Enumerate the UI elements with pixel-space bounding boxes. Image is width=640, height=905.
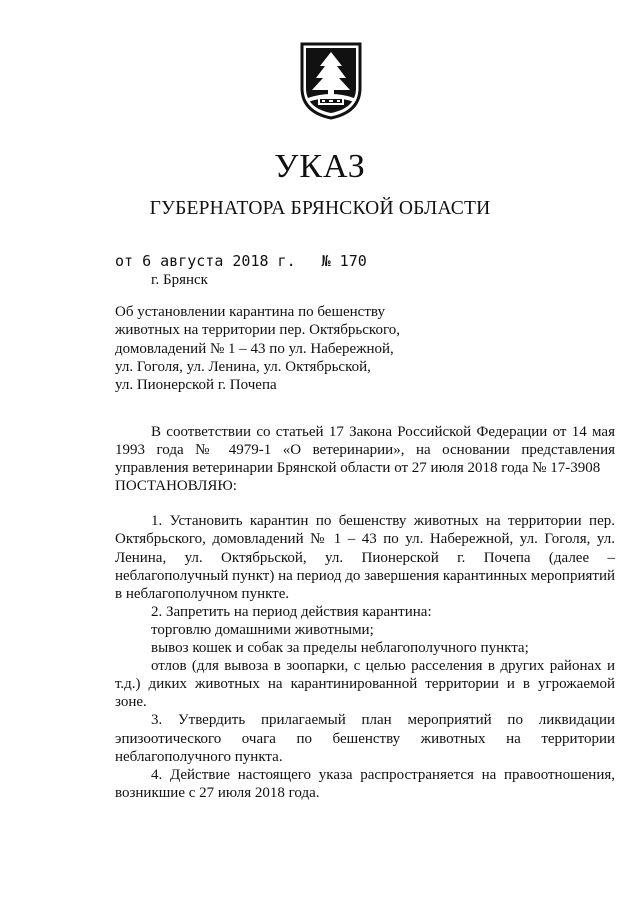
subject-line: Об установлении карантина по бешенству [115,304,385,320]
item-2-a-paragraph: торговлю домашними животными; [151,621,374,638]
item-4-paragraph: 4. Действие настоящего указа распространяется на правоотношения, возникшие с 27 июля 2018 года. [115,766,615,801]
item-2-c-paragraph: отлов (для вывоза в зоопарки, с целью расселения в других районах и т.д.) диких животных на карантинированной территории и в угрожаемой зоне. [115,658,615,711]
document-date: от 6 августа 2018 г. [115,252,296,270]
document-city: г. Брянск [151,272,208,288]
item-2-b-paragraph: вывоз кошек и собак за пределы неблагополучного пункта; [151,640,529,657]
subject-line: животных на территории пер. Октябрьского, [115,322,400,339]
subject-line: домовладений № 1 – 43 по ул. Набережной, [115,340,394,357]
decree-word: ПОСТАНОВЛЯЮ: [115,478,237,495]
subject-line: ул. Пионерской г. Почепа [115,377,277,394]
item-2-paragraph: 2. Запретить на период действия карантина: [151,603,432,620]
preamble-paragraph: В соответствии со статьей 17 Закона Российской Федерации от 14 мая 1993 года № 4979-1 «О ветеринарии», на основании представления управления ветеринарии Брянской области от 27 июля 2018 года № 17-3908 [115,424,615,477]
coat-of-arms-icon [300,42,362,120]
document-subject [115,303,407,394]
item-3-paragraph: 3. Утвердить прилагаемый план мероприятий по ликвидации эпизоотического очага по бешенству животных на территории неблагополучного пункта. [115,712,615,765]
item-1-paragraph: 1. Установить карантин по бешенству животных на территории пер. Октябрьского, домовладений № 1 – 43 по ул. Набережной, ул. Гоголя, ул. Ленина, ул. Октябрьской, ул. Пионерской г. Почепа (далее – неблагополучный пункт) на период до завершения карантинных мероприятий в неблагополучном пункте. [115,513,615,602]
date-number-line [115,252,367,271]
document-title: УКАЗ [274,148,366,185]
document-number: № 170 [321,252,367,270]
document-subtitle: ГУБЕРНАТОРА БРЯНСКОЙ ОБЛАСТИ [149,198,491,219]
subject-line: ул. Гоголя, ул. Ленина, ул. Октябрьской, [115,358,371,375]
document-body [115,423,615,802]
